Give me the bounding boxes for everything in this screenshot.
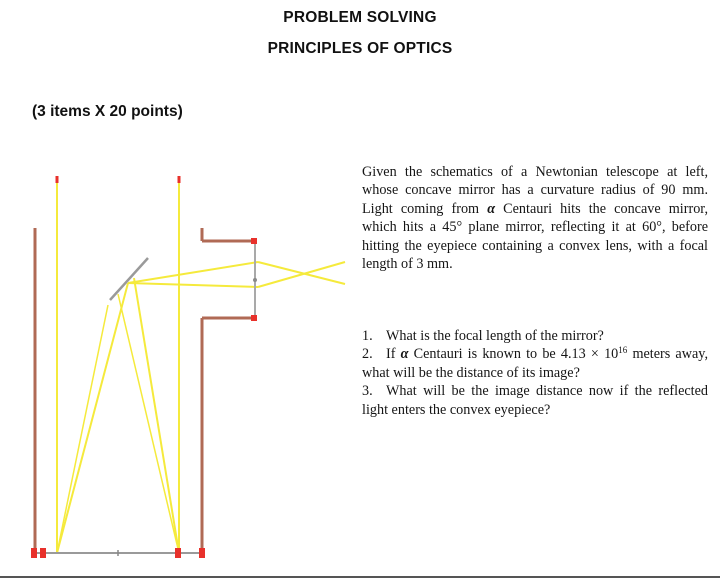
bottom-divider xyxy=(0,576,720,578)
alpha-symbol: α xyxy=(487,200,496,217)
reflected-ray-4 xyxy=(118,294,179,553)
base-marker-1 xyxy=(31,548,37,558)
question-list xyxy=(362,327,708,419)
base-marker-3 xyxy=(175,548,181,558)
eyepiece-lens-center xyxy=(253,278,257,282)
ray-marker-right-top xyxy=(178,176,181,183)
plane-mirror xyxy=(110,258,148,300)
question-number: 2. xyxy=(362,346,373,363)
problem-statement: Given the schematics of a Newtonian telescope at left, whose concave mirror has a curvature radius of 90 mm. Light coming from α Centauri hits the concave mirror, which hits a 45° plane mirror, reflecting it at 60°, before hitting the eyepiece containing a convex lens, with a focal length of 3 mm. xyxy=(362,164,708,273)
question-text: What is the focal length of the mirror? xyxy=(386,328,604,344)
points-note: (3 items X 20 points) xyxy=(32,103,183,120)
mount-marker-upper xyxy=(251,238,257,244)
question-number: 3. xyxy=(362,383,373,400)
eyepiece-ray-2 xyxy=(128,283,258,287)
ray-marker-left-top xyxy=(56,176,59,183)
base-marker-4 xyxy=(199,548,205,558)
question-number: 1. xyxy=(362,328,373,344)
eyepiece-ray-1 xyxy=(128,262,258,283)
reflected-ray-1 xyxy=(57,283,128,553)
question-text: What will be the image distance now if the reflected light enters the convex eyepiece? xyxy=(362,383,708,418)
page-subtitle: PRINCIPLES OF OPTICS xyxy=(267,40,453,57)
page-title: PROBLEM SOLVING xyxy=(283,9,437,26)
exponent: 16 xyxy=(618,345,628,356)
reflected-ray-2 xyxy=(134,278,179,553)
mount-marker-lower xyxy=(251,315,257,321)
base-marker-2 xyxy=(40,548,46,558)
question-item xyxy=(362,382,708,419)
alpha-symbol: α xyxy=(400,346,409,363)
question-item: 2. If α Centauri is known to be $4.13 \times 10^{16}$ meters away, what will be the distance of its image? xyxy=(362,345,708,381)
question-item xyxy=(362,327,708,345)
newtonian-telescope-diagram xyxy=(0,150,360,570)
reflected-ray-3 xyxy=(57,305,108,553)
